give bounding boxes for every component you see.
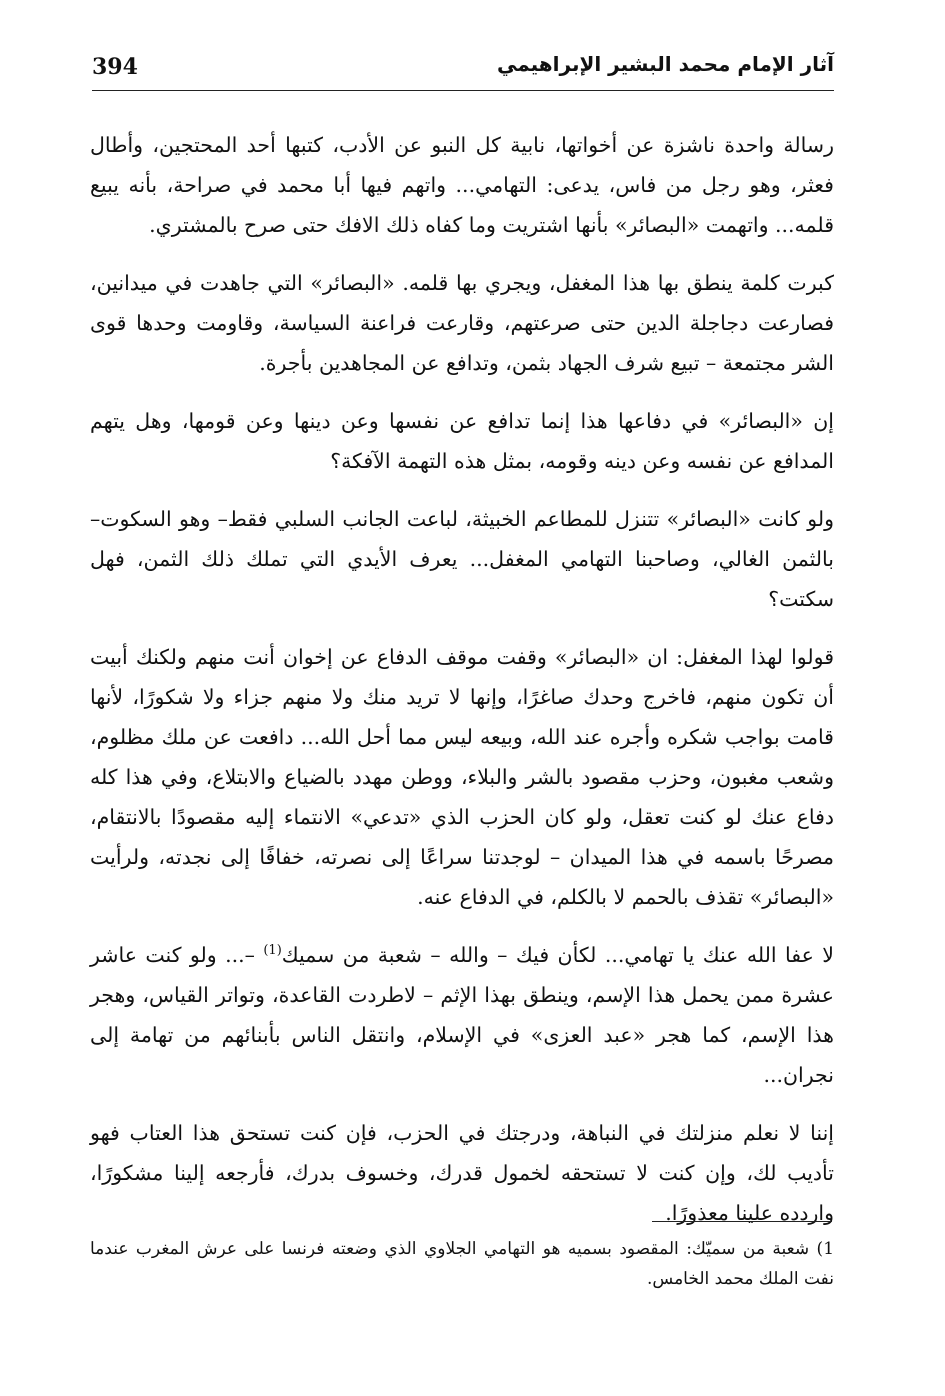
footnote-number: 1) [816,1239,835,1259]
footnote-marker: (1) [263,943,282,959]
paragraph-7: إننا لا نعلم منزلتك في النباهة، ودرجتك في الحزب، فإن كنت تستحق هذا العتاب فهو تأديب لك، وإن كنت لا تستحقه لخمول قدرك، وخسوف بدرك، فأرجعه إلينا مشكورًا، واردده علينا معذورًا. [90,1121,834,1225]
paragraph-5: قولوا لهذا المغفل: ان «البصائر» وقفت موقف الدفاع عن إخوان أنت منهم ولكنك أبيت أن تكون منهم، فاخرج وحدك صاغرًا، وإنها لا تريد منك ولا منهم جزاء ولا شكورًا، لأنها قامت بواجب شكره وأجره عند الله، وبيعه ليس مما أحل الله... دافعت عن ملك مظلوم، وشعب مغبون، وحزب مقصود بالشر والبلاء، ووطن مهدد بالضياع والابتلاع، وفي هذا كله دفاع عنك لو كنت تعقل، ولو كان الحزب الذي «تدعي» الانتماء إليه مقصودًا بالانتقام، مصرحًا باسمه في هذا الميدان – لوجدتنا سراعًا إلى نصرته، خفافًا إلى نجدته، ولرأيت «البصائر» تقذف بالحمم لا بالكلم، في الدفاع عنه. [90,645,834,909]
paragraph-6 [90,935,834,1095]
footnote-divider [652,1221,832,1222]
paragraph-6-text-a: لا عفا الله عنك يا تهامي... لكأن فيك – والله – شعبة من سميك [281,943,834,967]
footnote [90,1234,834,1294]
page-number: 394 [92,54,138,80]
paragraph-3: إن «البصائر» في دفاعها هذا إنما تدافع عن نفسها وعن دينها وعن قومها، وهل يتهم المدافع عن نفسه وعن دينه وقومه، بمثل هذه التهمة الآفكة؟ [90,409,834,473]
paragraph-1: رسالة واحدة ناشزة عن أخواتها، نابية كل النبو عن الأدب، كتبها أحد المحتجين، وأطال فعثر، وهو رجل من فاس، يدعى: التهامي... واتهم فيها أبا محمد في صراحة، بأنه يبيع قلمه... واتهمت «البصائر» بأنها اشتريت وما كفاه ذلك الافك حتى صرح بالمشتري. [90,133,834,237]
footnote-text: شعبة من سميّك: المقصود بسميه هو التهامي الجلاوي الذي وضعته فرنسا على عرش المغرب عندما نفت الملك محمد الخامس. [90,1239,834,1289]
running-header [92,48,834,91]
paragraph-6-text-b: –... ولو كنت عاشر عشرة ممن يحمل هذا الإسم، وينطق بهذا الإثم – لاطردت القاعدة، وتواتر القياس، وهجر هذا الإسم، كما هجر «عبد العزى» في الإسلام، وانتقل الناس بأبنائهم من تهامة إلى نجران... [90,943,834,1087]
paragraph-4: ولو كانت «البصائر» تتنزل للمطاعم الخبيثة، لباعت الجانب السلبي فقط– وهو السكوت– بالثمن الغالي، وصاحبنا التهامي المغفل... يعرف الأيدي التي تملك ذلك الثمن، فهل سكتت؟ [90,507,834,611]
paragraph-2: كبرت كلمة ينطق بها هذا المغفل، ويجري بها قلمه. «البصائر» التي جاهدت في ميدانين، فصارعت دجاجلة الدين حتى صرعتهم، وقارعت فراعنة السياسة، وقاومت وحدها قوى الشر مجتمعة – تبيع شرف الجهاد بثمن، وتدافع عن المجاهدين بأجرة. [90,271,834,375]
main-text [90,125,834,1251]
running-title: آثار الإمام محمد البشير الإبراهيمي [496,52,834,76]
